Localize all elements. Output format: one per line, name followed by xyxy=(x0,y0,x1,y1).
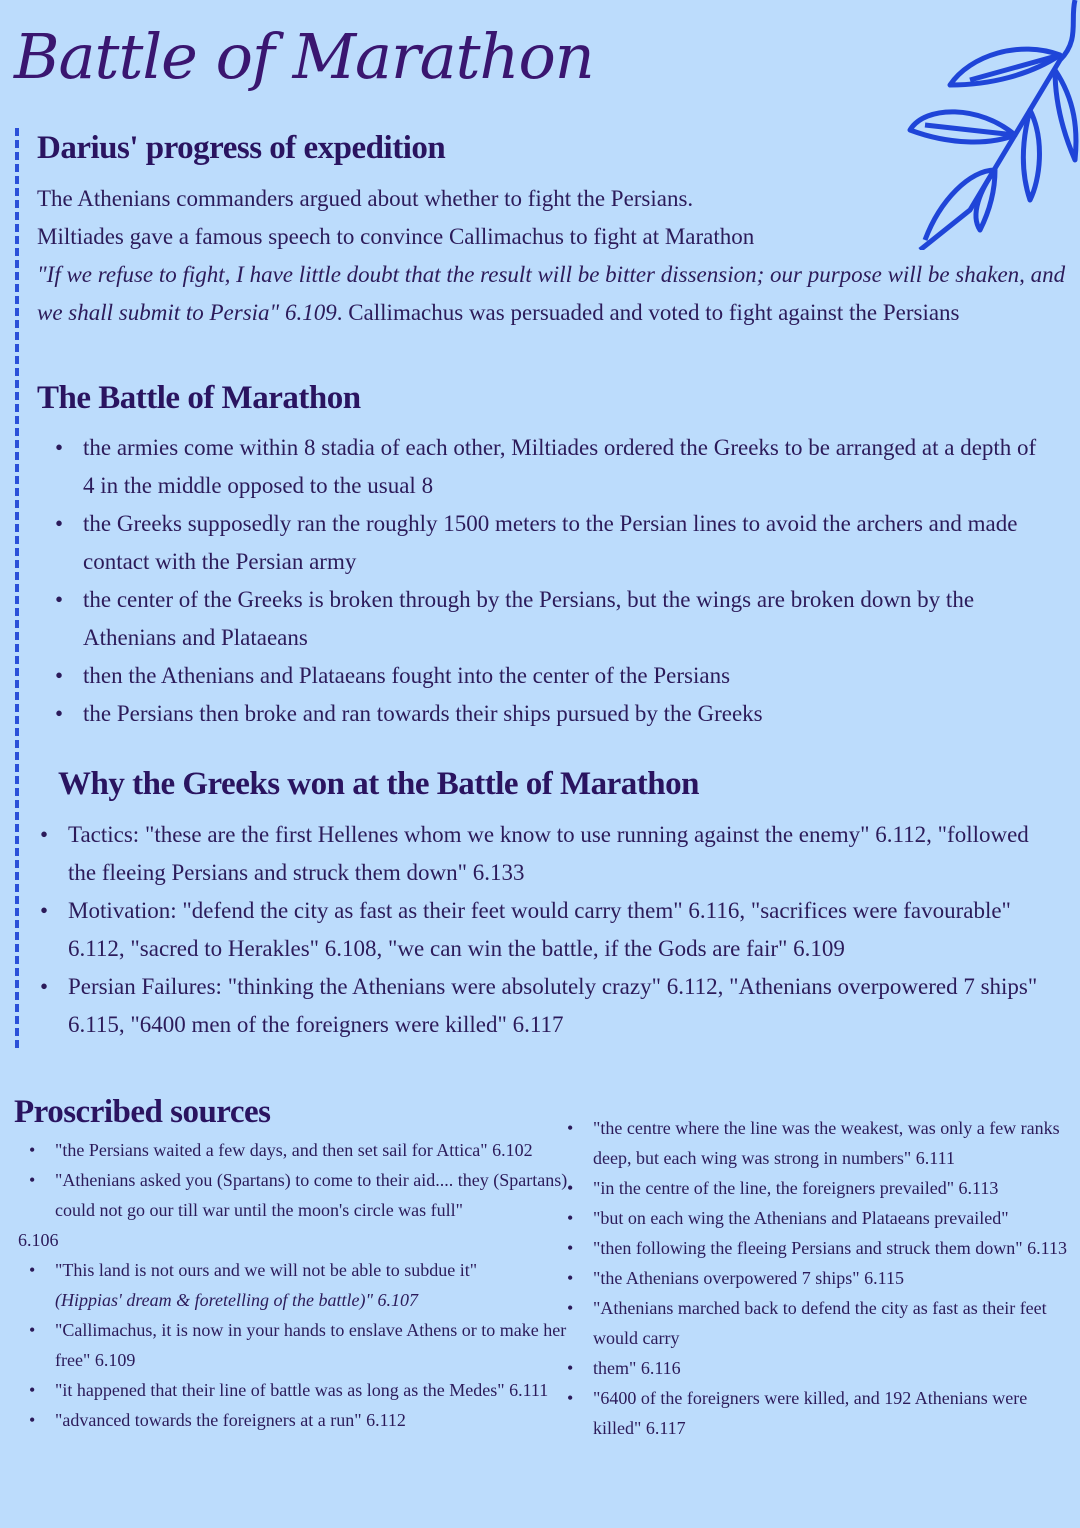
list-item: • the Persians then broke and ran towards their ships pursued by the Greeks xyxy=(83,695,1043,733)
sources-list-left xyxy=(18,1135,580,1435)
darius-paragraph xyxy=(37,180,1067,332)
section-heading-sources: Proscribed sources xyxy=(14,1094,271,1130)
quote-text: "If we refuse to fight, I have little doubt that the result will be bitter dissension; our purpose will be shaken, and we shall submit to Persia" 6.109 xyxy=(37,262,1066,325)
list-item: • "then following the fleeing Persians and struck them down" 6.113 xyxy=(593,1233,1078,1263)
section-heading-battle: The Battle of Marathon xyxy=(37,380,361,416)
list-item-text: could not go our till war until the moon's circle was full" xyxy=(55,1200,464,1220)
list-item: • "advanced towards the foreigners at a run" 6.112 xyxy=(55,1405,580,1435)
list-item xyxy=(18,1165,580,1255)
list-item: • the armies come within 8 stadia of each other, Miltiades ordered the Greeks to be arranged at a depth of 4 in the middle opposed to the usual 8 xyxy=(83,429,1043,505)
list-item-text: "This land is not ours and we will not be able to subdue it" xyxy=(55,1260,478,1280)
battle-list xyxy=(83,429,1043,733)
list-item-text: 6.106 xyxy=(18,1230,59,1250)
list-item: • Motivation: "defend the city as fast as their feet would carry them" 6.116, "sacrifices were favourable" 6.112, "sacred to Herakles" 6.108, "we can win the battle, if the Gods are fair" 6.109 xyxy=(68,892,1058,968)
list-item xyxy=(55,1255,580,1315)
list-item: • "the Persians waited a few days, and then set sail for Attica" 6.102 xyxy=(55,1135,580,1165)
list-item: • "it happened that their line of battle was as long as the Medes" 6.111 xyxy=(55,1375,580,1405)
page-title: Battle of Marathon xyxy=(14,20,594,93)
list-item: • the center of the Greeks is broken through by the Persians, but the wings are broken down by the Athenians and Plataeans xyxy=(83,581,1043,657)
list-item: • the Greeks supposedly ran the roughly 1500 meters to the Persian lines to avoid the archers and made contact with the Persian army xyxy=(83,505,1043,581)
list-item: • "the Athenians overpowered 7 ships" 6.115 xyxy=(593,1263,1078,1293)
list-item: • then the Athenians and Plataeans fought into the center of the Persians xyxy=(83,657,1043,695)
list-item-text: (Hippias' dream & foretelling of the battle)" 6.107 xyxy=(55,1290,419,1310)
section-heading-why: Why the Greeks won at the Battle of Marathon xyxy=(58,766,699,802)
why-list xyxy=(68,816,1058,1044)
list-item: • "but on each wing the Athenians and Plataeans prevailed" xyxy=(593,1203,1078,1233)
paragraph-line: Miltiades gave a famous speech to convince Callimachus to fight at Marathon xyxy=(37,224,755,249)
section-divider xyxy=(15,128,19,1048)
paragraph-text: . Callimachus was persuaded and voted to fight against the Persians xyxy=(336,300,960,325)
section-heading-darius: Darius' progress of expedition xyxy=(37,130,446,166)
list-item: • "in the centre of the line, the foreigners prevailed" 6.113 xyxy=(593,1173,1078,1203)
list-item: • them" 6.116 xyxy=(593,1353,1078,1383)
list-item: • "the centre where the line was the weakest, was only a few ranks deep, but each wing was strong in numbers" 6.111 xyxy=(593,1113,1078,1173)
list-item-text: "Athenians asked you (Spartans) to come to their aid.... they (Spartans) xyxy=(55,1170,568,1190)
paragraph-line: The Athenians commanders argued about whether to fight the Persians. xyxy=(37,186,694,211)
list-item: • "6400 of the foreigners were killed, and 192 Athenians were killed" 6.117 xyxy=(593,1383,1078,1443)
list-item: • Tactics: "these are the first Hellenes whom we know to use running against the enemy" 6.112, "followed the fleeing Persians and struck them down" 6.133 xyxy=(68,816,1058,892)
list-item: • Persian Failures: "thinking the Athenians were absolutely crazy" 6.112, "Athenians overpowered 7 ships" 6.115, "6400 men of the foreigners were killed" 6.117 xyxy=(68,968,1058,1044)
list-item: • "Callimachus, it is now in your hands to enslave Athens or to make her free" 6.109 xyxy=(55,1315,580,1375)
sources-list-right xyxy=(593,1113,1078,1443)
list-item: • "Athenians marched back to defend the city as fast as their feet would carry xyxy=(593,1293,1078,1353)
